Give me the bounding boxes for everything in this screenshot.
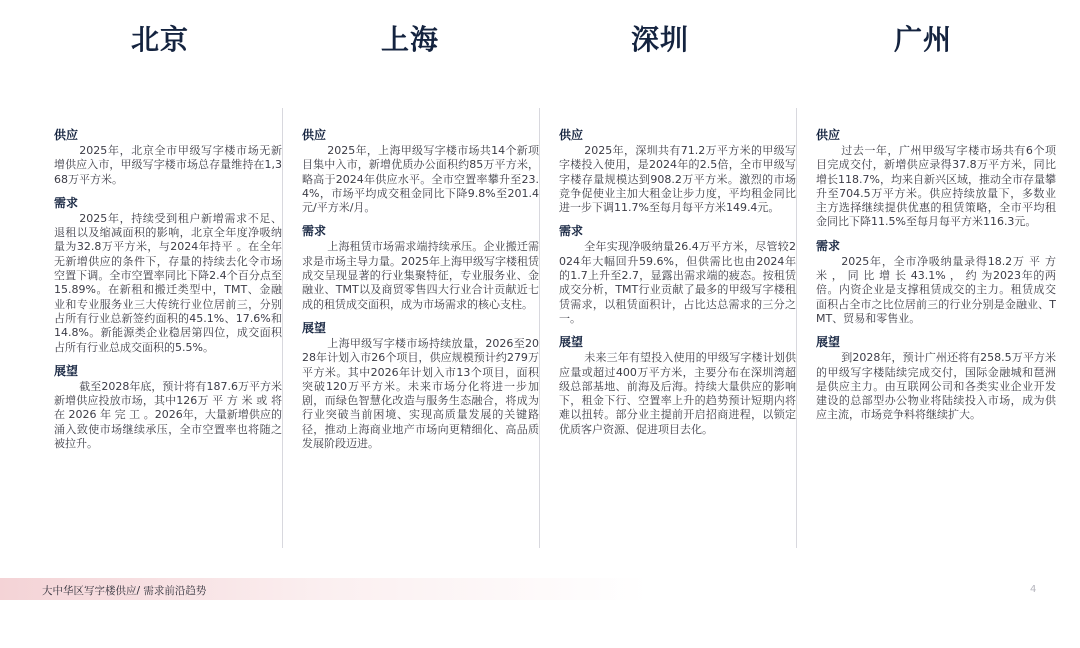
section-body-demand: 2025年，全市净吸纳量录得18.2万 平 方 米 ， 同 比 增 长 43.1% ， 约 为2023年的两倍。内资企业是支撑租赁成交的主力。租赁成交面积占全市之比位居前三的行业分别是金融业、TMT、贸易和零售业。	[816, 254, 1056, 325]
city-heading-shenzhen: 深圳	[630, 23, 689, 56]
column-beijing	[54, 128, 282, 648]
section-body-demand: 上海租赁市场需求端持续承压。企业搬迁需求是市场主导力量。2025年上海甲级写字楼租赁成交呈现显著的行业集聚特征，专业服务业、金融业、TMT以及商贸零售四大行业合计贡献近七成的租赁成交面积，成为市场需求的核心支柱。	[302, 240, 539, 311]
section-body-supply: 过去一年，广州甲级写字楼市场共有6个项目完成交付，新增供应录得37.8万平方米，同比增长118.7%，均来自新兴区域，推动全市存量攀升至704.5万平方米。供应持续放量下，多数业主方选择继续提供优惠的租赁策略，全市平均租金同比下降11.5%至每月每平方米116.3元。	[816, 144, 1056, 229]
section-title-demand: 需求	[54, 195, 79, 210]
column-shanghai	[302, 128, 539, 648]
footer-title: 大中华区写字楼供应/ 需求前沿趋势	[42, 585, 207, 597]
city-heading-beijing: 北京	[130, 23, 189, 56]
column-guangzhou	[816, 128, 1056, 648]
section-body-outlook: 上海甲级写字楼市场持续放量，2026至2028年计划入市26个项目，供应规模预计约279万平方米。其中2026年计划入市13个项目，面积突破120万平方米。未来市场分化将进一步加剧，而绿色智慧化改造与服务生态融合，将成为行业突破当前困境、实现高质量发展的关键路径，推动上海商业地产市场向更精细化、高品质发展阶段迈进。	[302, 336, 539, 451]
city-heading-guangzhou: 广州	[893, 23, 952, 56]
section-title-demand: 需求	[559, 224, 584, 239]
section-title-outlook: 展望	[302, 320, 327, 335]
column-divider	[796, 108, 797, 548]
column-divider	[539, 108, 540, 548]
section-body-supply: 2025年，北京全市甲级写字楼市场无新增供应入市，甲级写字楼市场总存量维持在1,368万平方米。	[54, 144, 282, 186]
section-body-demand: 2025年，持续受到租户新增需求不足、退租以及缩减面积的影响，北京全年度净吸纳量为32.8万平方米，与2024年持平 。在全年无新增供应的条件下，存量的持续去化令市场空置下调。全市空置率同比下降2.4个百分点至15.89%。在新租和搬迁类型中，TMT、金融业和专业服务业三大传统行业位居前三，分别占所有行业总新签约面积的45.1%、17.6%和14.8%。新能源类企业稳居第四位，成交面积占所有行业总成交面积的5.5%。	[54, 211, 282, 354]
section-title-outlook: 展望	[816, 335, 841, 350]
section-title-demand: 需求	[302, 224, 327, 239]
section-body-outlook: 到2028年，预计广州还将有258.5万平方米的甲级写字楼陆续完成交付，国际金融城和琶洲是供应主力。由互联网公司和各类实业企业开发建设的总部型办公物业将陆续投入市场，成为供应主流，市场竞争料将继续扩大。	[816, 351, 1056, 422]
section-title-supply: 供应	[302, 128, 327, 142]
section-body-outlook: 未来三年有望投入使用的甲级写字楼计划供应量或超过400万平方米，主要分布在深圳湾超级总部基地、前海及后海。持续大量供应的影响下，租金下行、空置率上升的趋势预计短期内将难以扭转。部分业主提前开启招商进程，以锁定优质客户资源、促进项目去化。	[559, 351, 796, 436]
section-title-outlook: 展望	[54, 363, 79, 378]
column-divider	[282, 108, 283, 548]
section-body-supply: 2025年，深圳共有71.2万平方米的甲级写字楼投入使用，是2024年的2.5倍，全市甲级写字楼存量规模达到908.2万平方米。激烈的市场竞争促使业主加大租金让步力度，平均租金同比进一步下调11.7%至每月每平方米149.4元。	[559, 144, 796, 215]
section-body-supply: 2025年，上海甲级写字楼市场共14个新项目集中入市，新增优质办公面积约85万平方米，略高于2024年供应水平。全市空置率攀升至23.4%，市场平均成交租金同比下降9.8%至201.4元/平方米/月。	[302, 144, 539, 215]
section-title-supply: 供应	[54, 128, 79, 142]
section-title-supply: 供应	[816, 128, 841, 142]
section-title-demand: 需求	[816, 238, 841, 253]
column-shenzhen	[559, 128, 796, 648]
section-body-demand: 全年实现净吸纳量26.4万平方米，尽管较2024年大幅回升59.6%，但供需比也由2024年的1.7上升至2.7，显露出需求端的疲态。按租赁成交分析，TMT行业贡献了最多的甲级写字楼租赁需求，以租赁面积计，占比达总需求的三分之一。	[559, 240, 796, 325]
page-number: 4	[1030, 584, 1037, 595]
section-body-outlook: 截至2028年底，预计将有187.6万平方米新增供应投放市场，其中126万 平 方 米 或 将 在 2026 年 完 工 。2026年，大量新增供应的涌入致使市场继续承压，全市空置率也将随之被拉升。	[54, 379, 282, 451]
section-title-outlook: 展望	[559, 335, 584, 350]
city-heading-shanghai: 上海	[380, 23, 439, 56]
section-title-supply: 供应	[559, 128, 584, 142]
